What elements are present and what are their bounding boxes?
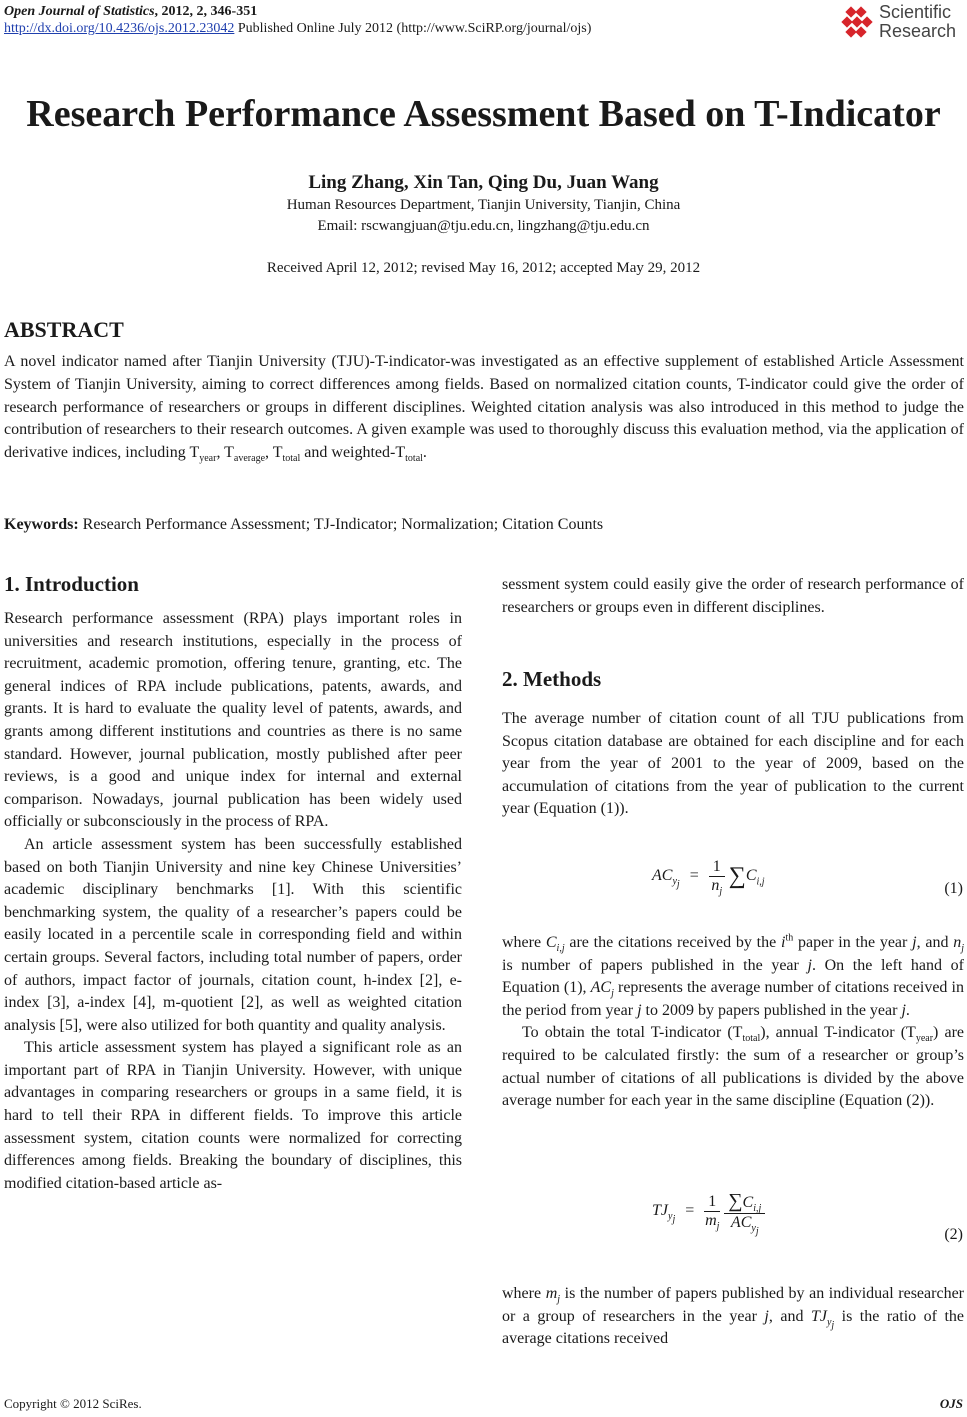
equation-2: $TJ_{y_j}$ = $\frac{1}{m_j}$ $\frac{\sum C_{i,j}}{AC_{y_j}}$ <box>652 1190 765 1232</box>
paper-title: Research Performance Assessment Based on T-Indicator <box>26 93 941 135</box>
scirp-logo <box>843 2 963 44</box>
logo-text-2: Research <box>879 21 957 41</box>
intro-column <box>4 608 462 1195</box>
abstract-text: A novel indicator named after Tianjin University (TJU)-T-indicator-was investigated as an effective supplement of established Article Assessment System of Tianjin University, aiming to correct differences among fields. Based on normalized citation counts, T-indicator could give the order of research performance of researchers or groups in different disciplines. Weighted citation analysis was also introduced in this method to judge the contribution of researchers to their research outcomes. A given example was used to thoroughly discuss this evaluation method, via the application of derivative indices, including $T_{year}$, $T_{average}$, $T_{total}$ and weighted-$T_{total}$. <box>4 353 964 465</box>
equation-1: $AC_{y_j}$ = $\frac{1}{n_j}$ $\sum C_{i,j}$ <box>652 858 765 898</box>
intro-paragraph-3: This article assessment system has played a significant role as an important part of RPA in Tianjin University. However, with unique advantages in comparing researchers or groups in a same field, it is hard to tell their RPA in different fields. To improve this article assessment system, citation counts were normalized for correcting differences among fields. Breaking the boundary of disciplines, this modified citation-based article as- <box>4 1039 462 1192</box>
methods-paragraph-1: The average number of citation count of all TJU publications from Scopus citation database are obtained for each discipline and for each year from the year of 2001 to the year of 2009, based on the accumulation of citations from the year of publication to the current year (Equation (1)). <box>502 710 964 818</box>
journal-name: Open Journal of Statistics <box>4 4 155 19</box>
journal-abbr: OJS <box>939 1396 963 1411</box>
copyright: Copyright © 2012 SciRes. <box>4 1396 142 1411</box>
keywords-list: Research Performance Assessment; TJ-Indicator; Normalization; Citation Counts <box>78 516 604 533</box>
logo-text-1: Scientific <box>879 2 952 22</box>
abstract-body: A novel indicator named after Tianjin University (TJU)-T-indicator-was investigated as an effective supplement of established Article Assessment System of Tianjin University, aiming to correct differences among fields. Based on normalized citation counts, T-indicator could give the order of research performance of researchers or groups in different disciplines. Weighted citation analysis was also introduced in this method to judge the contribution of researchers to their research outcomes. A given example was used to thoroughly discuss this evaluation method, via the application of derivative indices, including T <box>4 353 964 462</box>
published-info: Published Online July 2012 (http://www.SciRP.org/journal/ojs) <box>234 21 592 36</box>
affiliation: Human Resources Department, Tianjin University, Tianjin, China <box>286 197 681 213</box>
doi-link[interactable]: http://dx.doi.org/10.4236/ojs.2012.23042 <box>4 21 235 36</box>
methods-heading: 2. Methods <box>502 667 602 691</box>
equation-1-number: (1) <box>944 880 963 897</box>
dates: Received April 12, 2012; revised May 16, 2012; accepted May 29, 2012 <box>266 260 701 276</box>
intro-paragraph-1: Research performance assessment (RPA) plays important roles in universities and research institutions, especially in the process of recruitment, academic promotion, offering tenure, granting, etc. The general indices of RPA include publications, patents, awards, and grants. It is hard to evaluate the quality level of patents, awards, and grants among different institutions and countries as there is no same standard. However, journal publication, mostly published after peer reviews, is a good and unique index for internal and external comparison. Nowadays, journal publication has been widely used officially or subconsciously in the process of RPA. <box>4 610 462 831</box>
keywords <box>4 516 603 534</box>
paper-authors: Ling Zhang, Xin Tan, Qing Du, Juan Wang <box>308 172 659 193</box>
intro-paragraph-2: An article assessment system has been successfully established based on both Tianjin University and nine key Chinese Universities’ academic disciplinary benchmarks [1]. With this scientific benchmarking system, the quality of a researcher’s papers could be easily located in a percentile scale in corresponding field and within certain groups. Several factors, including total number of papers, order of authors, impact factor of journals, citation count, h-index [2], e-index [3], a-index [4], m-quotient [2], as well as weighted citation analysis [5], were also utilized for both quantity and quality analysis. <box>4 835 462 1034</box>
keywords-label: Keywords: <box>4 516 79 533</box>
equation-2-number: (2) <box>944 1226 963 1243</box>
eq1-description: where $C_{i,j}$ are the citations received by the $i^{th}$ paper in the year j, and $n_j$ is number of papers published in the year j. On the left hand of Equation (1), $AC_j$ represents the average number of citations received in the period from year j to 2009 by papers published in the year j. To obtain the total T-indicator $(T_{total})$, annual T-indicator $(T_{year})$ are required to be calculated firstly: the sum of a researcher or group’s actual number of citations of all publications is divided by the above average number for each year in the same discipline (Equation (2)). <box>502 932 965 1110</box>
abstract-heading: ABSTRACT <box>4 317 124 342</box>
logo-mark-icon <box>843 6 875 38</box>
intro-heading: 1. Introduction <box>4 572 139 596</box>
journal-volume: , 2012, 2, 346-351 <box>154 4 258 19</box>
eq2-description: where $m_j$ is the number of papers published by an individual researcher or a group of researchers in the year j, and $TJ_{y_j}$ is the ratio of the average citations received <box>502 1285 964 1348</box>
journal-header <box>4 3 591 37</box>
intro-continued: sessment system could easily give the order of research performance of researchers or groups even in different disciplines. <box>502 576 964 616</box>
email: Email: rscwangjuan@tju.edu.cn, lingzhang@tju.edu.cn <box>317 218 650 234</box>
